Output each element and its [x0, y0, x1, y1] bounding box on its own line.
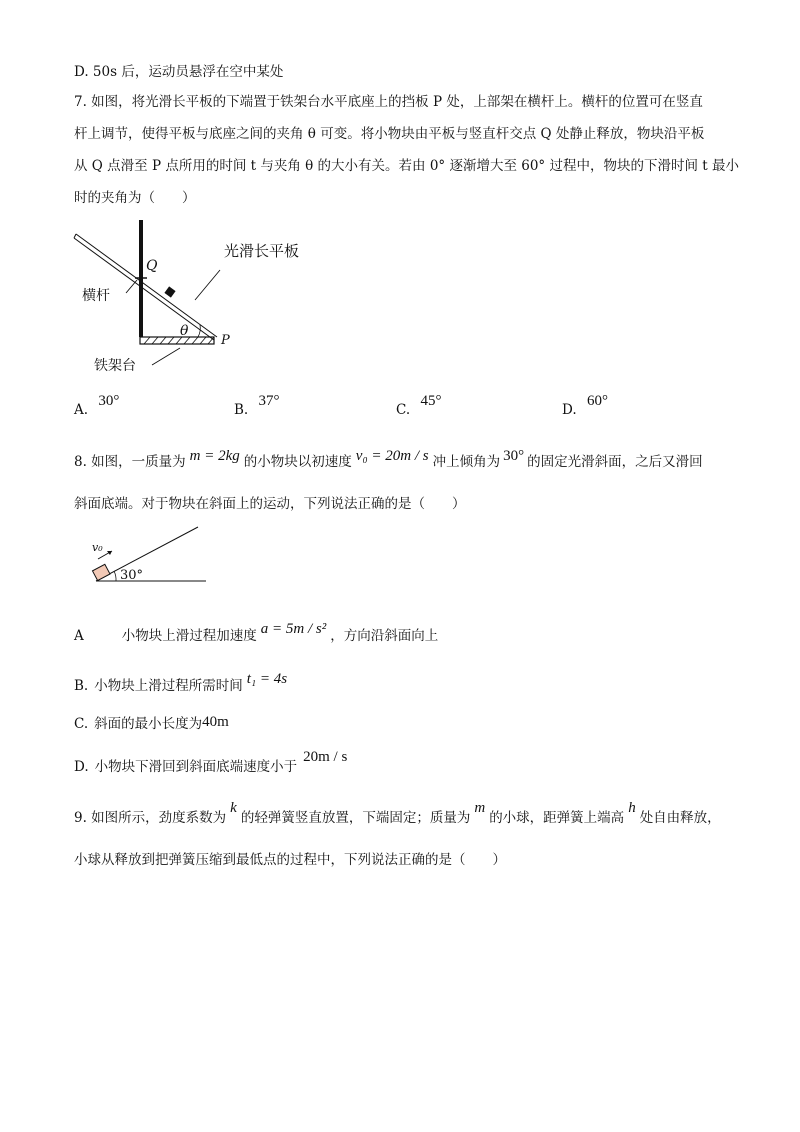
- q8-stem-line-1: 8. 如图，一质量为 m = 2kg 的小物块以初速度 v₀ = 20m / s 冲上倾角为 30° 的固定光滑斜面，之后又滑回: [74, 448, 703, 470]
- q7-option-d: D. 60°: [562, 393, 608, 418]
- q7-stem-line-4: 时的夹角为（ ）: [74, 190, 196, 206]
- stand-label: 铁架台: [94, 358, 136, 374]
- v0-label: v₀: [92, 541, 103, 554]
- q7-option-b: B. 37°: [234, 393, 280, 418]
- angle-label: 30°: [120, 568, 144, 583]
- small-block: [164, 286, 175, 297]
- q8-option-c: C. 斜面的最小长度为40m: [74, 714, 229, 732]
- q8-option-d: D. 小物块下滑回到斜面底端速度小于20m / s: [74, 749, 348, 775]
- q8-option-a: A 小物块上滑过程加速度 a = 5m / s² ，方向沿斜面向上: [74, 621, 439, 644]
- q7-stem-line-3: 从 Q 点滑至 P 点所用的时间 t 与夹角 θ 的大小有关。若由 0° 逐渐增大至 60° 过程中，物块的下滑时间 t 最小: [74, 158, 739, 174]
- crossbar-label: 横杆: [82, 288, 110, 304]
- board-label: 光滑长平板: [224, 242, 300, 260]
- q8-option-b: B. 小物块上滑过程所需时间 t₁ = 4s: [74, 671, 288, 694]
- q8-figure: [86, 525, 216, 590]
- board-edge-top: [76, 234, 217, 337]
- point-q-label: Q: [146, 258, 158, 274]
- incline-line: [96, 527, 198, 581]
- q7-stem-line-1: 7. 如图，将光滑长平板的下端置于铁架台水平底座上的挡板 P 处，上部架在横杆上。横杆的位置可在竖直: [74, 94, 703, 110]
- theta-label: θ: [180, 323, 189, 339]
- q9-stem-line-2: 小球从释放到把弹簧压缩到最低点的过程中，下列说法正确的是（ ）: [74, 852, 506, 868]
- q7-option-c: C. 45°: [396, 393, 442, 418]
- q7-option-a: A. 30°: [74, 393, 120, 418]
- q7-figure: [80, 220, 300, 380]
- point-p-label: P: [221, 333, 230, 348]
- q7-stem-line-2: 杆上调节，使得平板与底座之间的夹角 θ 可变。将小物块由平板与竖直杆交点 Q 处静止释放，物块沿平板: [74, 126, 705, 142]
- q9-stem-line-1: 9. 如图所示，劲度系数为k的轻弹簧竖直放置，下端固定；质量为m的小球，距弹簧上端高h处自由释放，: [74, 800, 721, 826]
- q8-stem-line-2: 斜面底端。对于物块在斜面上的运动，下列说法正确的是（ ）: [74, 496, 466, 512]
- q6-option-d: D. 50s 后，运动员悬浮在空中某处: [74, 64, 284, 80]
- incline-block: [92, 564, 110, 580]
